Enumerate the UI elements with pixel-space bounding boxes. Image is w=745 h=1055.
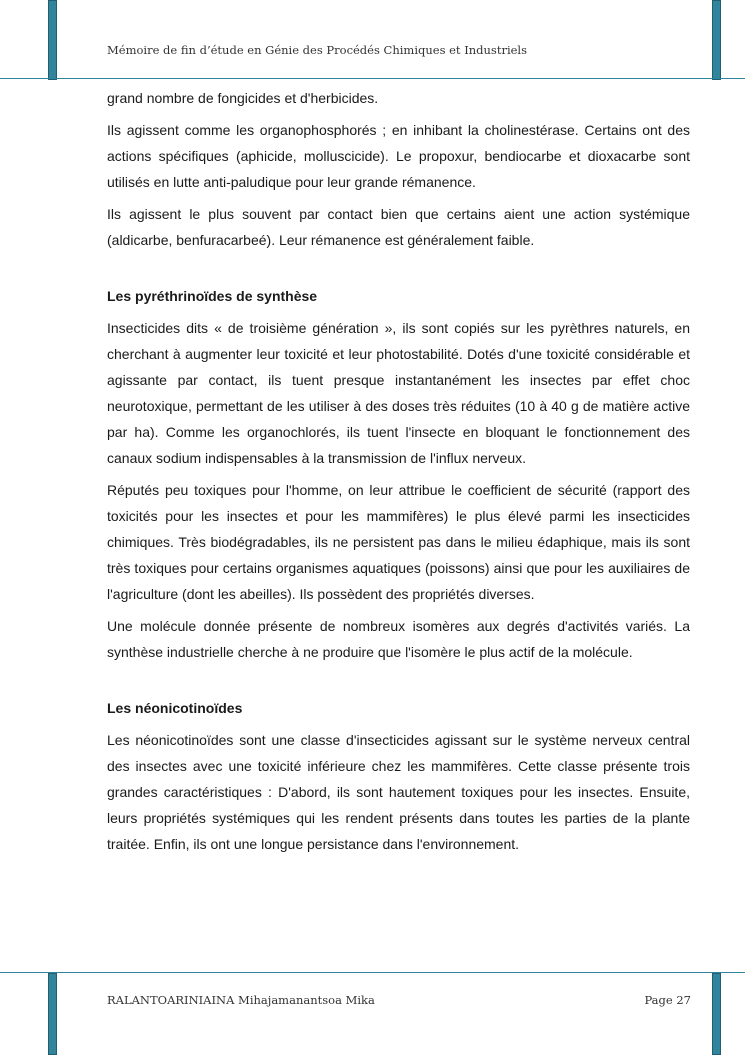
paragraph: Réputés peu toxiques pour l'homme, on leur attribue le coefficient de sécurité (rapport des toxicités pour les insectes et pour les mammifères) le plus élevé parmi les insecticides chimiques. Très biodégradables, ils ne persistent pas dans le milieu édaphique, mais ils sont très toxiques pour certains organismes aquatiques (poissons) ainsi que pour les auxiliaires de l'agriculture (dont les abeilles). Ils possèdent des propriétés diverses. xyxy=(107,482,690,602)
paragraph: Une molécule donnée présente de nombreux isomères aux degrés d'activités variés. La synthèse industrielle cherche à ne produire que l'isomère le plus actif de la molécule. xyxy=(107,618,690,660)
footer-right-bar xyxy=(712,973,721,1055)
header-rule xyxy=(0,78,745,79)
header-left-bar xyxy=(48,0,57,80)
paragraph: Les néonicotinoïdes sont une classe d'insecticides agissant sur le système nerveux central des insectes avec une toxicité inférieure chez les mammifères. Cette classe présente trois grandes caractéristiques : D'abord, ils sont hautement toxiques pour les insectes. Ensuite, leurs propriétés systémiques qui les rendent présents dans toutes les parties de la plante traitée. Enfin, ils ont une longue persistance dans l'environnement. xyxy=(107,732,690,852)
section-heading-pyrethrinoides: Les pyréthrinoïdes de synthèse xyxy=(107,288,318,304)
section-heading-neonicotinoides: Les néonicotinoïdes xyxy=(107,700,243,716)
paragraph: Insecticides dits « de troisième génération », ils sont copiés sur les pyrèthres naturels, en cherchant à augmenter leur toxicité et leur photostabilité. Dotés d'une toxicité considérable et agissante par contact, ils tuent presque instantanément les insectes par effet choc neurotoxique, permettant de les utiliser à des doses très réduites (10 à 40 g de matière active par ha). Comme les organochlorés, ils tuent l'insecte en bloquant le fonctionnement des canaux sodium indispensables à la transmission de l'influx nerveux. xyxy=(107,320,690,466)
header-title: Mémoire de fin d’étude en Génie des Procédés Chimiques et Industriels xyxy=(107,43,528,57)
page-body xyxy=(107,85,690,863)
footer-left-bar xyxy=(48,973,57,1055)
paragraph: grand nombre de fongicides et d'herbicides. xyxy=(107,90,379,106)
paragraph: Ils agissent le plus souvent par contact bien que certains aient une action systémique (aldicarbe, benfuracarbeé). Leur rémanence est généralement faible. xyxy=(107,206,690,248)
paragraph: Ils agissent comme les organophosphorés ; en inhibant la cholinestérase. Certains ont des actions spécifiques (aphicide, molluscicide). Le propoxur, bendiocarbe et dioxacarbe sont utilisés en lutte anti-paludique pour leur grande rémanence. xyxy=(107,122,690,190)
footer-rule xyxy=(0,972,745,973)
footer-author: RALANTOARINIAINA Mihajamanantsoa Mika xyxy=(107,993,375,1007)
header-right-bar xyxy=(712,0,721,80)
page-number: Page 27 xyxy=(644,993,691,1007)
